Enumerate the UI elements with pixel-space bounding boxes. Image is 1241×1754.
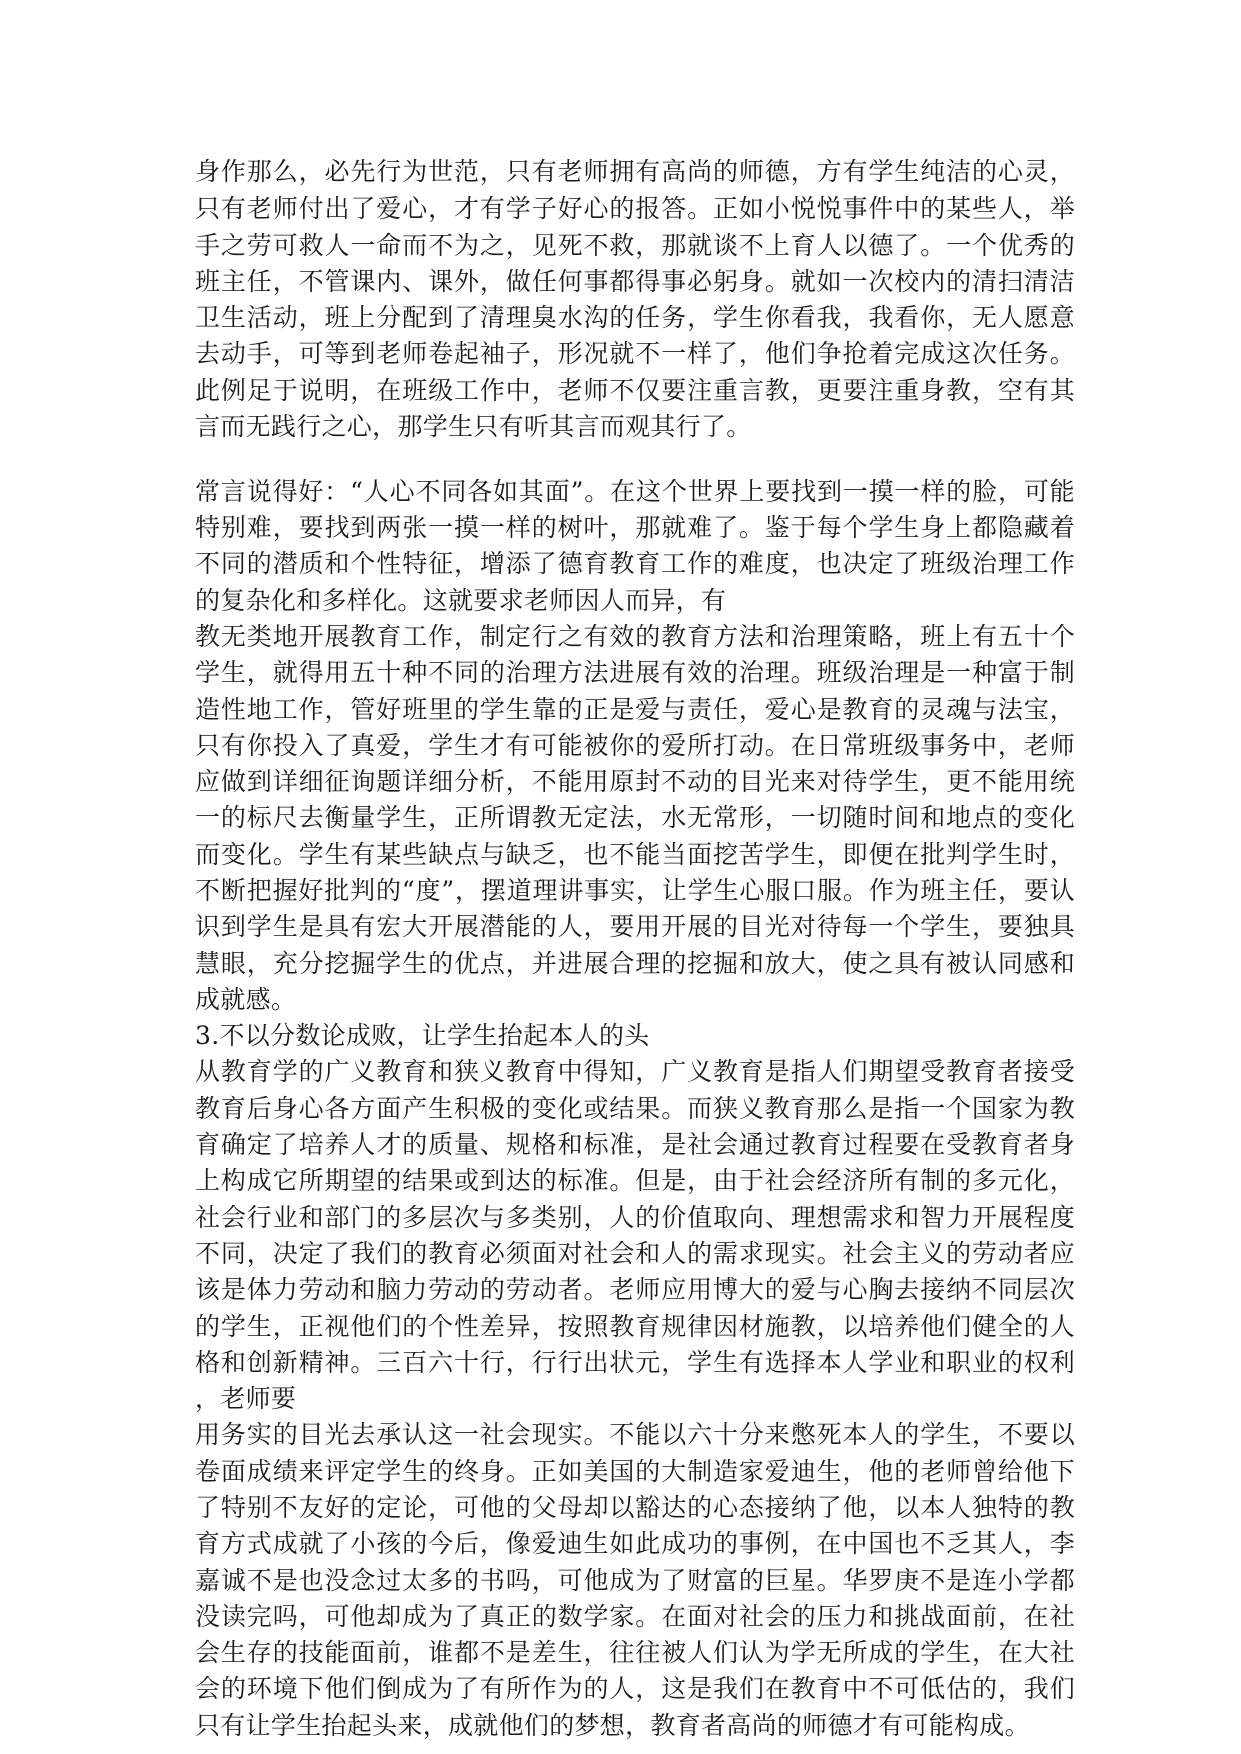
text-line: 身作那么，必先行为世范，只有老师拥有高尚的师德，方有学生纯洁的心灵，: [195, 157, 1075, 186]
text-line: 用务实的目光去承认这一社会现实。不能以六十分来憋死本人的学生，不要以: [195, 1420, 1075, 1450]
text-line: 不同的潜质和个性特征，增添了德育教育工作的难度，也决定了班级治理工作: [195, 549, 1075, 579]
text-line: 不同，决定了我们的教育必须面对社会和人的需求现实。社会主义的劳动者应: [195, 1238, 1075, 1268]
text-line: 手之劳可救人一命而不为之，见死不救，那就谈不上育人以德了。一个优秀的: [195, 230, 1075, 260]
text-line: 只有老师付出了爱心，才有学子好心的报答。正如小悦悦事件中的某些人，举: [195, 194, 1075, 224]
text-line: 慧眼，充分挖掘学生的优点，并进展合理的挖掘和放大，使之具有被认同感和: [195, 948, 1075, 978]
text-line: 育确定了培养人才的质量、规格和标准，是社会通过教育过程要在受教育者身: [195, 1130, 1075, 1160]
text-line: 从教育学的广义教育和狭义教育中得知，广义教育是指人们期望受教育者接受: [195, 1057, 1075, 1087]
text-line: 嘉诚不是也没念过太多的书吗，可他成为了财富的巨星。华罗庚不是连小学都: [195, 1565, 1075, 1595]
text-line: 造性地工作，管好班里的学生靠的正是爱与责任，爱心是教育的灵魂与法宝，: [195, 694, 1075, 724]
text-line: 会的环境下他们倒成为了有所作为的人，这是我们在教育中不可低估的，我们: [195, 1674, 1075, 1704]
text-line: 了特别不友好的定论，可他的父母却以豁达的心态接纳了他，以本人独特的教: [195, 1492, 1075, 1522]
text-line: 社会行业和部门的多层次与多类别，人的价值取向、理想需求和智力开展程度: [195, 1202, 1075, 1232]
section-heading: 3.不以分数论成败，让学生抬起本人的头: [195, 1021, 650, 1051]
text-line: 卷面成绩来评定学生的终身。正如美国的大制造家爱迪生，他的老师曾给他下: [195, 1456, 1075, 1486]
text-line: 该是体力劳动和脑力劳动的劳动者。老师应用博大的爱与心胸去接纳不同层次: [195, 1275, 1075, 1305]
text-line: 此例足于说明，在班级工作中，老师不仅要注重言教，更要注重身教，空有其: [195, 375, 1075, 405]
text-line: 的复杂化和多样化。这就要求老师因人而异，有: [195, 585, 727, 615]
text-line: 只有让学生抬起头来，成就他们的梦想，教育者高尚的师德才有可能构成。: [195, 1710, 1030, 1740]
text-line: 而变化。学生有某些缺点与缺乏，也不能当面挖苦学生，即便在批判学生时，: [195, 839, 1075, 869]
text-line: 学生，就得用五十种不同的治理方法进展有效的治理。班级治理是一种富于制: [195, 658, 1075, 688]
text-line: 会生存的技能面前，谁都不是差生，往往被人们认为学无所成的学生，在大社: [195, 1638, 1075, 1668]
text-line: ，老师要: [195, 1384, 297, 1414]
text-line: 常言说得好：“人心不同各如其面”。在这个世界上要找到一摸一样的脸，可能: [195, 476, 1075, 506]
text-line: 成就感。: [195, 984, 297, 1014]
text-line: 格和创新精神。三百六十行，行行出状元，学生有选择本人学业和职业的权利: [195, 1347, 1075, 1377]
text-line: 去动手，可等到老师卷起袖子，形况就不一样了，他们争抢着完成这次任务。: [195, 339, 1075, 369]
text-line: 教育后身心各方面产生积极的变化或结果。而狭义教育那么是指一个国家为教: [195, 1093, 1075, 1123]
text-line: 上构成它所期望的结果或到达的标准。但是，由于社会经济所有制的多元化，: [195, 1166, 1075, 1196]
text-line: 不断把握好批判的“度”，摆道理讲事实，让学生心服口服。作为班主任，要认: [195, 875, 1075, 905]
text-line: 育方式成就了小孩的今后，像爱迪生如此成功的事例，在中国也不乏其人，李: [195, 1529, 1075, 1559]
text-line: 特别难，要找到两张一摸一样的树叶，那就难了。鉴于每个学生身上都隐藏着: [195, 513, 1075, 543]
text-line: 没读完吗，可他却成为了真正的数学家。在面对社会的压力和挑战面前，在社: [195, 1601, 1075, 1631]
text-line: 只有你投入了真爱，学生才有可能被你的爱所打动。在日常班级事务中，老师: [195, 730, 1075, 760]
text-line: 应做到详细征询题详细分析，不能用原封不动的目光来对待学生，更不能用统: [195, 767, 1075, 797]
text-line: 的学生，正视他们的个性差异，按照教育规律因材施教，以培养他们健全的人: [195, 1311, 1075, 1341]
text-line: 识到学生是具有宏大开展潜能的人，要用开展的目光对待每一个学生，要独具: [195, 912, 1075, 942]
text-line: 言而无践行之心，那学生只有听其言而观其行了。: [195, 412, 752, 442]
text-line: 教无类地开展教育工作，制定行之有效的教育方法和治理策略，班上有五十个: [195, 621, 1075, 651]
text-line: 一的标尺去衡量学生，正所谓教无定法，水无常形，一切随时间和地点的变化: [195, 803, 1075, 833]
text-line: 班主任，不管课内、课外，做任何事都得事必躬身。就如一次校内的清扫清洁: [195, 266, 1075, 296]
text-line: 卫生活动，班上分配到了清理臭水沟的任务，学生你看我，我看你，无人愿意: [195, 303, 1075, 333]
